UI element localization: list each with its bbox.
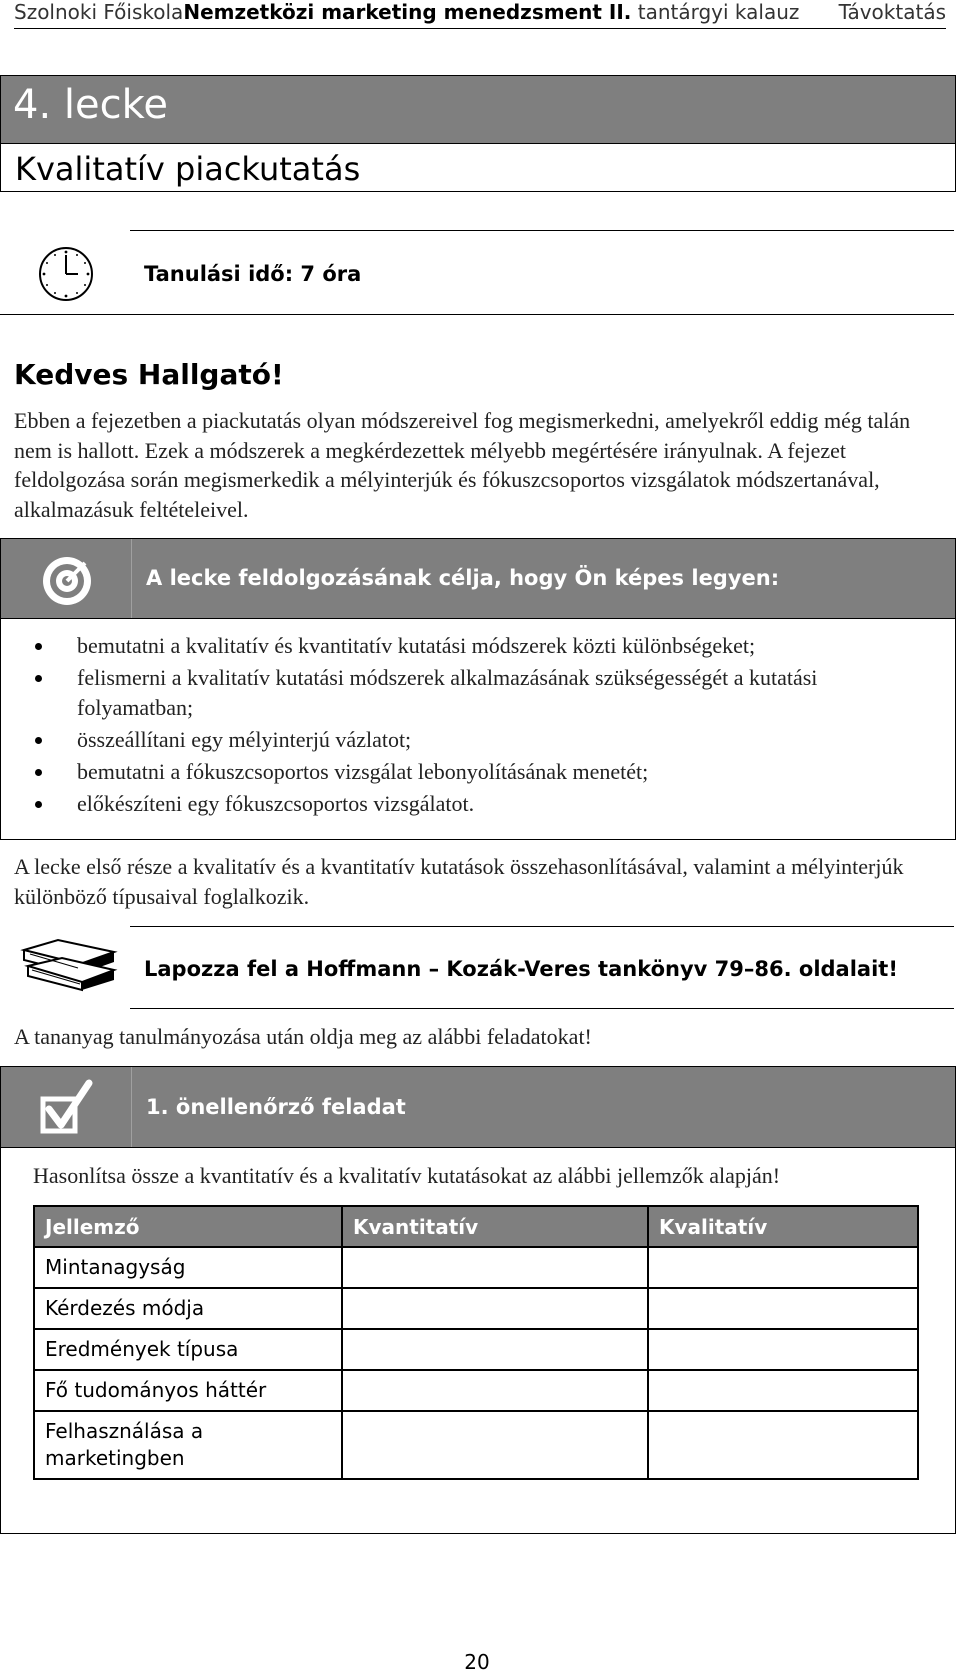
checkmark-icon — [39, 1079, 95, 1137]
divider — [130, 230, 954, 231]
row-label: Mintanagyság — [34, 1247, 342, 1288]
task-box — [0, 1066, 956, 1534]
divider — [130, 1008, 954, 1009]
table-row — [34, 1370, 918, 1411]
greeting: Kedves Hallgató! — [14, 358, 284, 391]
page-header — [14, 0, 946, 29]
row-label: Kérdezés módja — [34, 1288, 342, 1329]
list-item: bemutatni a kvalitatív és kvantitatív kutatási módszerek közti különbségeket; — [31, 631, 931, 661]
comparison-table — [33, 1205, 919, 1480]
answer-cell[interactable] — [648, 1329, 918, 1370]
row-label: Eredmények típusa — [34, 1329, 342, 1370]
answer-cell[interactable] — [342, 1411, 648, 1479]
row-label: Fő tudományos háttér — [34, 1370, 342, 1411]
list-item: felismerni a kvalitatív kutatási módszerek alkalmazásának szükségességét a kutatási folyamatban; — [31, 663, 931, 723]
table-row — [34, 1288, 918, 1329]
divider — [130, 926, 954, 927]
study-time: Tanulási idő: 7 óra — [144, 262, 362, 286]
goals-title: A lecke feldolgozásának célja, hogy Ön képes legyen: — [146, 566, 780, 590]
task-icon-cell — [1, 1067, 132, 1147]
row-label: Felhasználása a marketingben — [34, 1411, 342, 1479]
clock-icon — [36, 244, 96, 304]
lesson-number: 4. lecke — [13, 82, 168, 128]
answer-cell[interactable] — [648, 1247, 918, 1288]
answer-cell[interactable] — [648, 1411, 918, 1479]
lesson-title-box — [0, 75, 956, 192]
task-question: Hasonlítsa össze a kvantitatív és a kvalitatív kutatásokat az alábbi jellemzők alapján! — [33, 1163, 781, 1188]
answer-cell[interactable] — [342, 1247, 648, 1288]
header-school: Szolnoki Főiskola — [14, 0, 184, 24]
goals-icon-cell — [1, 539, 132, 618]
list-item: bemutatni a fókuszcsoportos vizsgálat lebonyolításának menetét; — [31, 757, 931, 787]
header-mode: Távoktatás — [838, 0, 946, 24]
intro-paragraph: Ebben a fejezetben a piackutatás olyan módszereivel fog megismerkedni, amelyekről eddig még talán nem is hallott. Ezek a módszerek a megkérdezettek mélyebb megértésére irányulnak. A fejezet feldolgozása során megismerkedik a mélyinterjúk és fókuszcsoportos vizsgálatok módszertanával, alkalmazásuk feltételeivel. — [14, 408, 911, 522]
list-item: összeállítani egy mélyinterjú vázlatot; — [31, 725, 931, 755]
header-left — [14, 0, 799, 24]
answer-cell[interactable] — [342, 1288, 648, 1329]
column-header: Kvalitatív — [648, 1206, 918, 1247]
target-icon — [39, 553, 95, 609]
table-row — [34, 1247, 918, 1288]
header-guide: tantárgyi kalauz — [631, 0, 800, 24]
after-goals-paragraph: A lecke első része a kvalitatív és a kvantitatív kutatások összehasonlításával, valamint a mélyinterjúk különböző típusaival foglalkozik. — [14, 854, 904, 909]
column-header: Kvantitatív — [342, 1206, 648, 1247]
answer-cell[interactable] — [648, 1370, 918, 1411]
list-item: előkészíteni egy fókuszcsoportos vizsgálatot. — [31, 789, 931, 819]
goals-header — [1, 539, 955, 619]
task-header — [1, 1067, 955, 1148]
divider — [0, 314, 954, 315]
reading-assignment: Lapozza fel a Hoffmann – Kozák-Veres tankönyv 79–86. oldalait! — [144, 957, 898, 981]
answer-cell[interactable] — [648, 1288, 918, 1329]
books-icon — [18, 936, 118, 992]
answer-cell[interactable] — [342, 1329, 648, 1370]
page-number: 20 — [464, 1650, 490, 1674]
goals-list — [31, 631, 931, 821]
lesson-title: Kvalitatív piackutatás — [15, 150, 361, 188]
column-header: Jellemző — [34, 1206, 342, 1247]
lesson-number-bar — [1, 76, 955, 144]
header-course: Nemzetközi marketing menedzsment II. — [183, 0, 632, 24]
instruction: A tananyag tanulmányozása után oldja meg az alábbi feladatokat! — [14, 1024, 592, 1049]
table-row — [34, 1411, 918, 1479]
table-row — [34, 1329, 918, 1370]
answer-cell[interactable] — [342, 1370, 648, 1411]
goals-box — [0, 538, 956, 840]
table-header-row — [34, 1206, 918, 1247]
task-title: 1. önellenőrző feladat — [146, 1095, 406, 1119]
